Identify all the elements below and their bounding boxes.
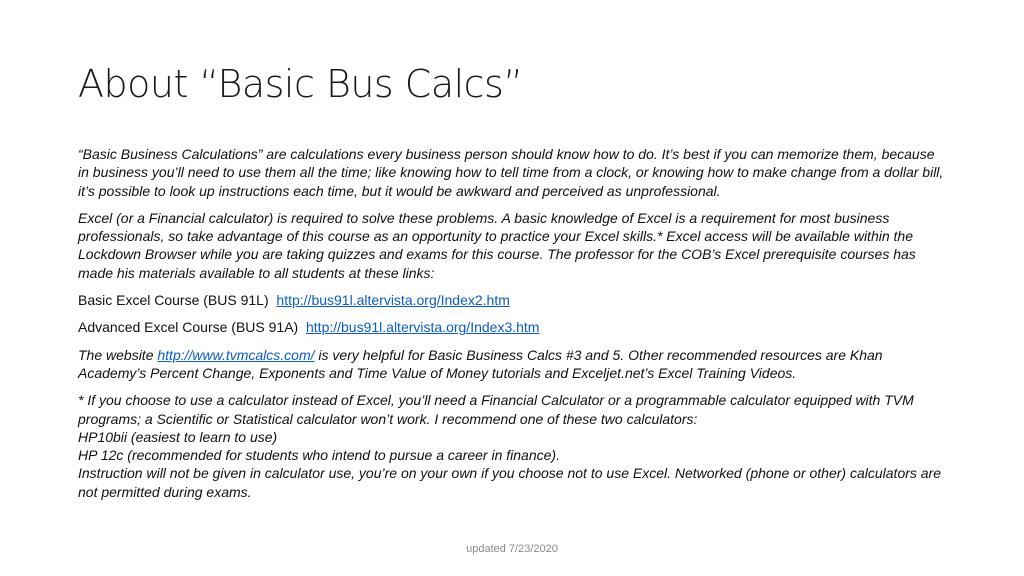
advanced-excel-course-line	[78, 318, 948, 336]
calculator-note-line-4: Instruction will not be given in calculator use, you’re on your own if you choose not to use Excel. Networked (phone or other) calculators are not permitted during exams.	[78, 465, 942, 500]
advanced-excel-course-link[interactable]: http://bus91l.altervista.org/Index3.htm	[306, 319, 540, 336]
calculator-note-paragraph	[78, 391, 948, 501]
website-resources-paragraph	[78, 346, 948, 383]
tvmcalcs-link[interactable]: http://www.tvmcalcs.com/	[157, 346, 315, 363]
basic-excel-course-line	[78, 291, 948, 309]
slide-body	[78, 145, 948, 510]
slide-title: About “Basic Bus Calcs”	[78, 62, 523, 106]
advanced-excel-course-label: Advanced Excel Course (BUS 91A)	[78, 319, 299, 336]
calculator-note-line-1: * If you choose to use a calculator instead of Excel, you’ll need a Financial Calculator or a programmable calculator equipped with TVM programs; a Scientific or Statistical calculator won’t work. I recommend one of these two calculators:	[78, 392, 914, 427]
updated-footer: updated 7/23/2020	[466, 543, 558, 555]
calculator-note-line-3: HP 12c (recommended for students who intend to pursue a career in finance).	[78, 447, 560, 464]
basic-excel-course-label: Basic Excel Course (BUS 91L)	[78, 292, 269, 309]
basic-excel-course-link[interactable]: http://bus91l.altervista.org/Index2.htm	[276, 292, 510, 309]
website-prefix: The website	[78, 346, 158, 363]
calculator-note-line-2: HP10bii (easiest to learn to use)	[78, 428, 278, 445]
intro-paragraph: “Basic Business Calculations” are calculations every business person should know how to do. It’s best if you can memorize them, because in business you’ll need to use them all the time; like knowing how to tell time from a clock, or knowing how to make change from a dollar bill, it’s possible to look up instructions each time, but it would be awkward and perceived as unprofessional.	[78, 146, 944, 199]
excel-requirement-paragraph: Excel (or a Financial calculator) is required to solve these problems. A basic knowledge of Excel is a requirement for most business professionals, so take advantage of this course as an opportunity to practice your Excel skills.* Excel access will be available within the Lockdown Browser while you are taking quizzes and exams for this course. The professor for the COB’s Excel prerequisite courses has made his materials available to all students at these links:	[78, 209, 916, 281]
website-suffix: is very helpful for Basic Business Calcs #3 and 5. Other recommended resources are Khan Academy’s Percent Change, Exponents and Time Value of Money tutorials and Exceljet.net’s Excel Training Videos.	[78, 346, 883, 381]
